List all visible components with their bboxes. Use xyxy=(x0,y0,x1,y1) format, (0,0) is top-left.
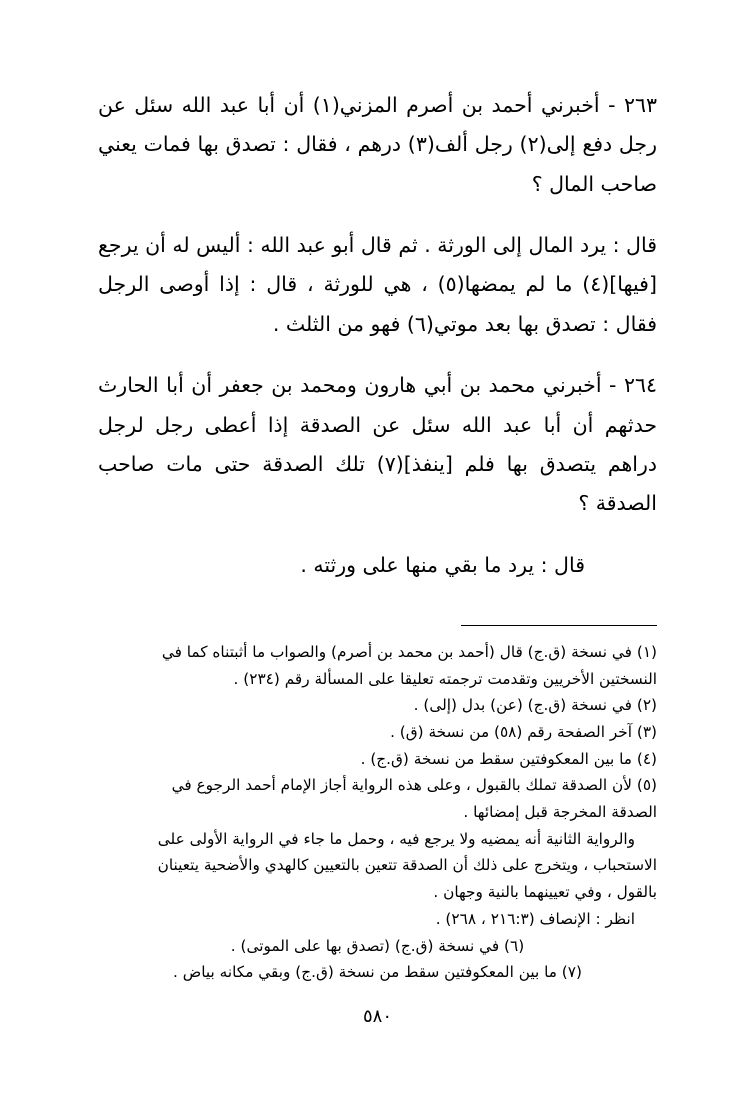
footnote-5-text-a: (٥) لأن الصدقة تملك بالقبول ، وعلى هذه الرواية أجاز الإمام أحمد الرجوع في xyxy=(171,776,657,795)
footnote-6 xyxy=(98,934,657,960)
footnote-5-line-1 xyxy=(98,773,657,799)
footnote-4 xyxy=(98,747,657,773)
footnote-1-line-1 xyxy=(98,640,657,666)
paragraph-entry-264 xyxy=(98,366,657,523)
footnote-1-line-2 xyxy=(98,667,657,693)
footnote-5-line-2 xyxy=(98,800,657,826)
footnote-5-cont-text-a: والرواية الثانية أنه يمضيه ولا يرجع فيه ، وحمل ما جاء في الرواية الأولى على xyxy=(157,829,635,848)
footnote-5-cont-line-1 xyxy=(98,827,657,853)
footnote-1-text-b: النسختين الأخريين وتقدمت ترجمته تعليقا على المسألة رقم (٢٣٤) . xyxy=(233,669,657,688)
footnote-7 xyxy=(98,960,657,986)
footnote-2 xyxy=(98,693,657,719)
footnote-4-text: (٤) ما بين المعكوفتين سقط من نسخة (ق.ج) . xyxy=(360,749,657,768)
footnote-7-text: (٧) ما بين المعكوفتين سقط من نسخة (ق.ج) وبقي مكانه بياض . xyxy=(173,963,582,982)
footnote-3 xyxy=(98,720,657,746)
paragraph-answer-263 xyxy=(98,226,657,344)
answer-264-text: قال : يرد ما بقي منها على ورثته . xyxy=(300,552,585,577)
footnotes-block xyxy=(98,640,657,986)
main-text-block xyxy=(98,86,657,585)
paragraph-answer-264 xyxy=(98,546,657,585)
answer-263-text: قال : يرد المال إلى الورثة . ثم قال أبو عبد الله : أليس له أن يرجع [فيها](٤) ما لم يمضها(٥) ، هي للورثة ، قال : إذا أوصى الرجل فقال : تصدق بها بعد موتي(٦) فهو من الثلث . xyxy=(98,233,657,336)
footnote-reference-line xyxy=(98,907,657,933)
footnote-3-text: (٣) آخر الصفحة رقم (٥٨) من نسخة (ق) . xyxy=(390,723,657,742)
footnote-5-cont-text-b: الاستحباب ، ويتخرج على ذلك أن الصدقة تتعين بالتعيين كالهدي والأضحية يتعينان xyxy=(157,856,657,875)
footnote-separator-rule xyxy=(461,625,657,626)
paragraph-entry-263 xyxy=(98,86,657,204)
footnote-5-cont-line-3 xyxy=(98,880,657,906)
footnote-5-text-b: الصدقة المخرجة قبل إمضائها . xyxy=(463,803,657,822)
footnote-reference-text: انظر : الإنصاف (٢١٦:٣ ، ٢٦٨) . xyxy=(435,909,635,928)
entry-264-text: ٢٦٤ - أخبرني محمد بن أبي هارون ومحمد بن جعفر أن أبا الحارث حدثهم أن أبا عبد الله سئل عن الصدقة إذا أعطى رجل لرجل دراهم يتصدق بها فلم [ينفذ](٧) تلك الصدقة حتى مات صاحب الصدقة ؟ xyxy=(98,373,658,516)
footnote-1-text-a: (١) في نسخة (ق.ج) قال (أحمد بن محمد بن أصرم) والصواب ما أثبتناه كما في xyxy=(161,642,657,661)
footnote-6-text: (٦) في نسخة (ق.ج) (تصدق بها على الموتى) . xyxy=(230,936,525,955)
page-number: ٥٨٠ xyxy=(362,1006,392,1027)
footnote-2-text: (٢) في نسخة (ق.ج) (عن) بدل (إلى) . xyxy=(413,696,657,715)
footnote-5-cont-line-2 xyxy=(98,853,657,879)
footnote-5-cont-text-c: بالقول ، وفي تعيينهما بالنية وجهان . xyxy=(433,883,657,902)
entry-263-text: ٢٦٣ - أخبرني أحمد بن أصرم المزني(١) أن أبا عبد الله سئل عن رجل دفع إلى(٢) رجل ألف(٣) درهم ، فقال : تصدق بها فمات يعني صاحب المال ؟ xyxy=(98,93,658,196)
